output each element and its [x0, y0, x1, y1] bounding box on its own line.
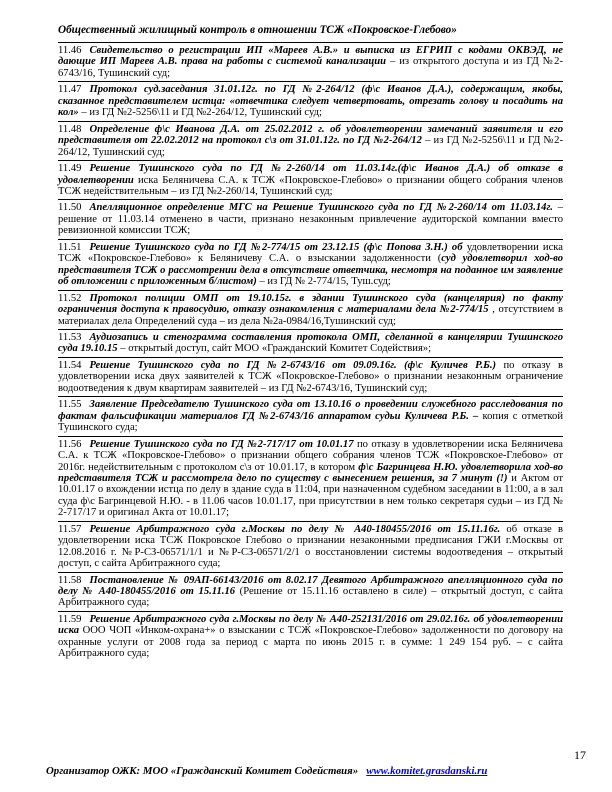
entry-number: 11.50	[58, 202, 82, 214]
header-divider	[58, 42, 563, 43]
entry-divider	[58, 396, 563, 397]
entry-number: 11.59	[58, 613, 82, 625]
entry-document-title: Протокол полиции ОМП от 19.10.15г. в здании Тушинского суда (канцелярия) по факту ограничения доступа к правосудию, отказу ознакомления с материалами дела №2-774/15	[58, 292, 563, 316]
entry-text: – решение от 11.03.14 отменено в части, признано незаконным привлечение аудиторской компании вместо ревизионной комиссии ТСЖ;	[58, 202, 563, 237]
entry-document-title: Постановление № 09АП-66143/2016 от 8.02.17 Девятого Арбитражного апелляционного суда по делу № А40-180455/2016 от 15.11.16	[58, 574, 563, 598]
document-entry	[58, 163, 563, 197]
entry-divider	[58, 611, 563, 612]
entry-document-title: Решение Тушинского суда по ГД №2-6743/16 от 09.09.16г. (ф\с Куличев Р.Б.)	[89, 359, 497, 371]
entry-document-title: Аудиозапись и стенограмма составления протокола ОМП, сделанной в канцелярии Тушинского суда 19.10.15	[58, 331, 563, 355]
footer-website-link[interactable]: www.komitet.grasdanski.ru	[366, 765, 488, 777]
page-number: 17	[574, 748, 586, 762]
entry-document-title: Решение Арбитражного суда г.Москвы по делу № А40-252131/2016 от 29.02.16г. об удовлетворении иска	[58, 613, 563, 637]
entry-text: по отказу в удовлетворении иска Беляничева С.А. к ТСЖ «Покровское-Глебово» о признании общего собрания членов ТСЖ «Покровское-Глебово» от 2016г. недействительным с протоколом с\з от 10.01.17, в котором	[58, 438, 563, 473]
document-entry	[58, 360, 563, 394]
page-footer	[46, 765, 487, 777]
entry-number: 11.51	[58, 241, 82, 253]
entry-text: ООО ЧОП «Инком-охрана+» о взыскании с ТСЖ «Покровское-Глебово» задолженности по договору на охранные услуги от 2008 года за период с марта по июнь 2015 г. в сумме: 1 249 154 руб. – с сайта Арбитражного суда;	[58, 625, 563, 660]
document-entry	[58, 202, 563, 236]
document-entry	[58, 332, 563, 355]
entry-divider	[58, 290, 563, 291]
document-entry	[58, 124, 563, 158]
document-body	[58, 45, 563, 660]
document-entry	[58, 242, 563, 288]
entry-text: – из ГД №2-5256\11 и ГД №2-264/12, Тушинский суд;	[58, 135, 563, 158]
entry-divider	[58, 121, 563, 122]
entry-divider	[58, 521, 563, 522]
entry-text: – из открытого доступа и из ГД №2-6743/16, Тушинский суд;	[58, 56, 563, 79]
entry-number: 11.48	[58, 123, 82, 135]
entry-document-title: Решение Арбитражного суда г.Москвы по делу № А40-180455/2016 от 15.11.16г.	[89, 523, 501, 535]
entry-document-title: Апелляционное определение МГС на Решение Тушинского суда по ГД №2-260/14 от 11.03.14г.	[89, 202, 553, 214]
entry-document-title: Решение Тушинского суда по ГД №2-774/15 от 23.12.15 (ф\с Попова З.Н.) об	[89, 241, 463, 253]
entry-divider	[58, 436, 563, 437]
document-entry	[58, 84, 563, 118]
entry-document-title: Определение ф\с Иванова Д.А. от 25.02.2012 г. об удовлетворении замечаний заявителя и его представителя от 22.02.2012 на протокол с\з от 31.01.12г. по ГД №2-264/12	[58, 123, 563, 147]
document-entry	[58, 575, 563, 609]
entry-document-title: Решение Тушинского суда по ГД №2-717/17 от 10.01.17	[89, 438, 354, 450]
entry-document-title: Заявление Председателю Тушинского суда от 13.10.16 о проведении служебного расследования по фактам фальсификации материалов ГД №2-6743/16 аппаратом судьи Куличева Р.Б. –	[58, 399, 563, 422]
entry-emphasis: ф\с Багринцева Н.Ю. удовлетворила ход-во представителя ТСЖ и рассмотрела дело по существу с вынесением решения, за 7 минут (!)	[58, 461, 563, 484]
entry-text: удовлетворении иска ТСЖ «Покровское-Глебово» к Беляничеву С.А. о взыскании задолженности (	[58, 241, 563, 265]
entry-text: по отказу в удовлетворении иска двух заявителей к ТСЖ «Покровское-Глебово» о признании незаконным ограничение водоотведения к двум квартирам заявителей – из ГД №2-6743/16, Тушинский суд;	[58, 359, 563, 394]
entry-document-title: Свидетельство о регистрации ИП «Марeев А.В.» и выписка из ЕГРИП с кодами ОКВЭД, не дающие ИП Мареев А.В. права на работы с системой канализации	[58, 45, 563, 68]
entry-document-title: Протокол суд.заседания 31.01.12г. по ГД №2-264/12 (ф\с Иванов Д.А.), содержащим, якобы, сказанное представителем истца: «отвечтика следует четвертовать, отрезать голову и посадить на кол»	[58, 84, 563, 119]
entry-divider	[58, 572, 563, 573]
document-entry	[58, 439, 563, 519]
entry-text: , отсутствием в материалах дела Определений суда – из дела №2а-0984/16,Тушинский суд;	[58, 304, 563, 327]
entry-divider	[58, 329, 563, 330]
document-entry	[58, 614, 563, 660]
entry-divider	[58, 160, 563, 161]
entry-text: – открытый доступ, сайт МОО «Гражданский Комитет Содействия»;	[117, 343, 432, 355]
entry-number: 11.52	[58, 292, 82, 304]
entry-divider	[58, 199, 563, 200]
entry-text: копия с отметкой Тушинского суда;	[58, 410, 563, 434]
entry-text-continued: – из ГД № 2-774/15, Туш.суд;	[256, 276, 391, 288]
entry-emphasis: суд удовлетворил ход-во представителя ТСЖ о рассмотрении дела в отсутствие ответчика, несмотря на поданное им заявление об отложении с приложенным б/листом)	[58, 253, 563, 288]
entry-number: 11.57	[58, 523, 82, 535]
entry-number: 11.47	[58, 84, 82, 96]
entry-divider	[58, 81, 563, 82]
entry-number: 11.55	[58, 399, 82, 411]
entry-number: 11.46	[58, 45, 82, 56]
page-header-title: Общественный жилищный контроль в отношении ТСЖ «Покровское-Глебово»	[58, 24, 457, 36]
entry-number: 11.53	[58, 331, 82, 343]
document-entry	[58, 399, 563, 433]
document-entry	[58, 524, 563, 570]
document-entry	[58, 293, 563, 327]
entry-divider	[58, 357, 563, 358]
entry-text: (Решение от 15.11.16 оставлено в силе) – открытый доступ, с сайта Арбитражного суда;	[58, 586, 563, 609]
footer-organizer-label: Организатор ОЖК: МОО «Гражданский Комитет Содействия»	[46, 765, 359, 777]
entry-text: об отказе в удовлетворении иска ТСЖ Покровское Глебово о признании незаконными предписания ГЖИ г.Москвы от 12.08.2016 г. №Р-СЗ-06571/1/1 и №Р-СЗ-06571/2/1 о восстановлении системы водоотведения – открытый доступ, с сайта Арбитражного суда;	[58, 523, 564, 570]
entry-number: 11.49	[58, 163, 82, 175]
document-entry	[58, 45, 563, 79]
entry-number: 11.56	[58, 438, 82, 450]
entry-text-continued: и Актом от 10.01.17 о вхождении истца по делу в здание суда в 11:04, при назначенном судебном заседании в 11:00, а в зал суда ф\с Багринцевой Н.Ю. - в 11.06 часов 10.01.17, при присутствии в нем только секретаря судьи – из ГД № 2-717/17 и оригинал Акта от 10.01.17;	[58, 472, 563, 519]
entry-number: 11.58	[58, 574, 82, 586]
entry-document-title: Решение Тушинского суда по ГД №2-260/14 от 11.03.14г.(ф\с Иванов Д.А.) об отказе в удовлетворении	[58, 163, 563, 186]
entry-text: – из ГД №2-5256\11 и ГД №2-264/12, Тушинский суд;	[78, 107, 322, 119]
entry-divider	[58, 239, 563, 240]
entry-number: 11.54	[58, 359, 82, 371]
entry-text: иска Беляничева С.А. к ТСЖ «Покровское-Глебово» о признании общего собрания членов ТСЖ недействительным – из ГД №2-260/14, Тушинский суд;	[58, 174, 563, 197]
